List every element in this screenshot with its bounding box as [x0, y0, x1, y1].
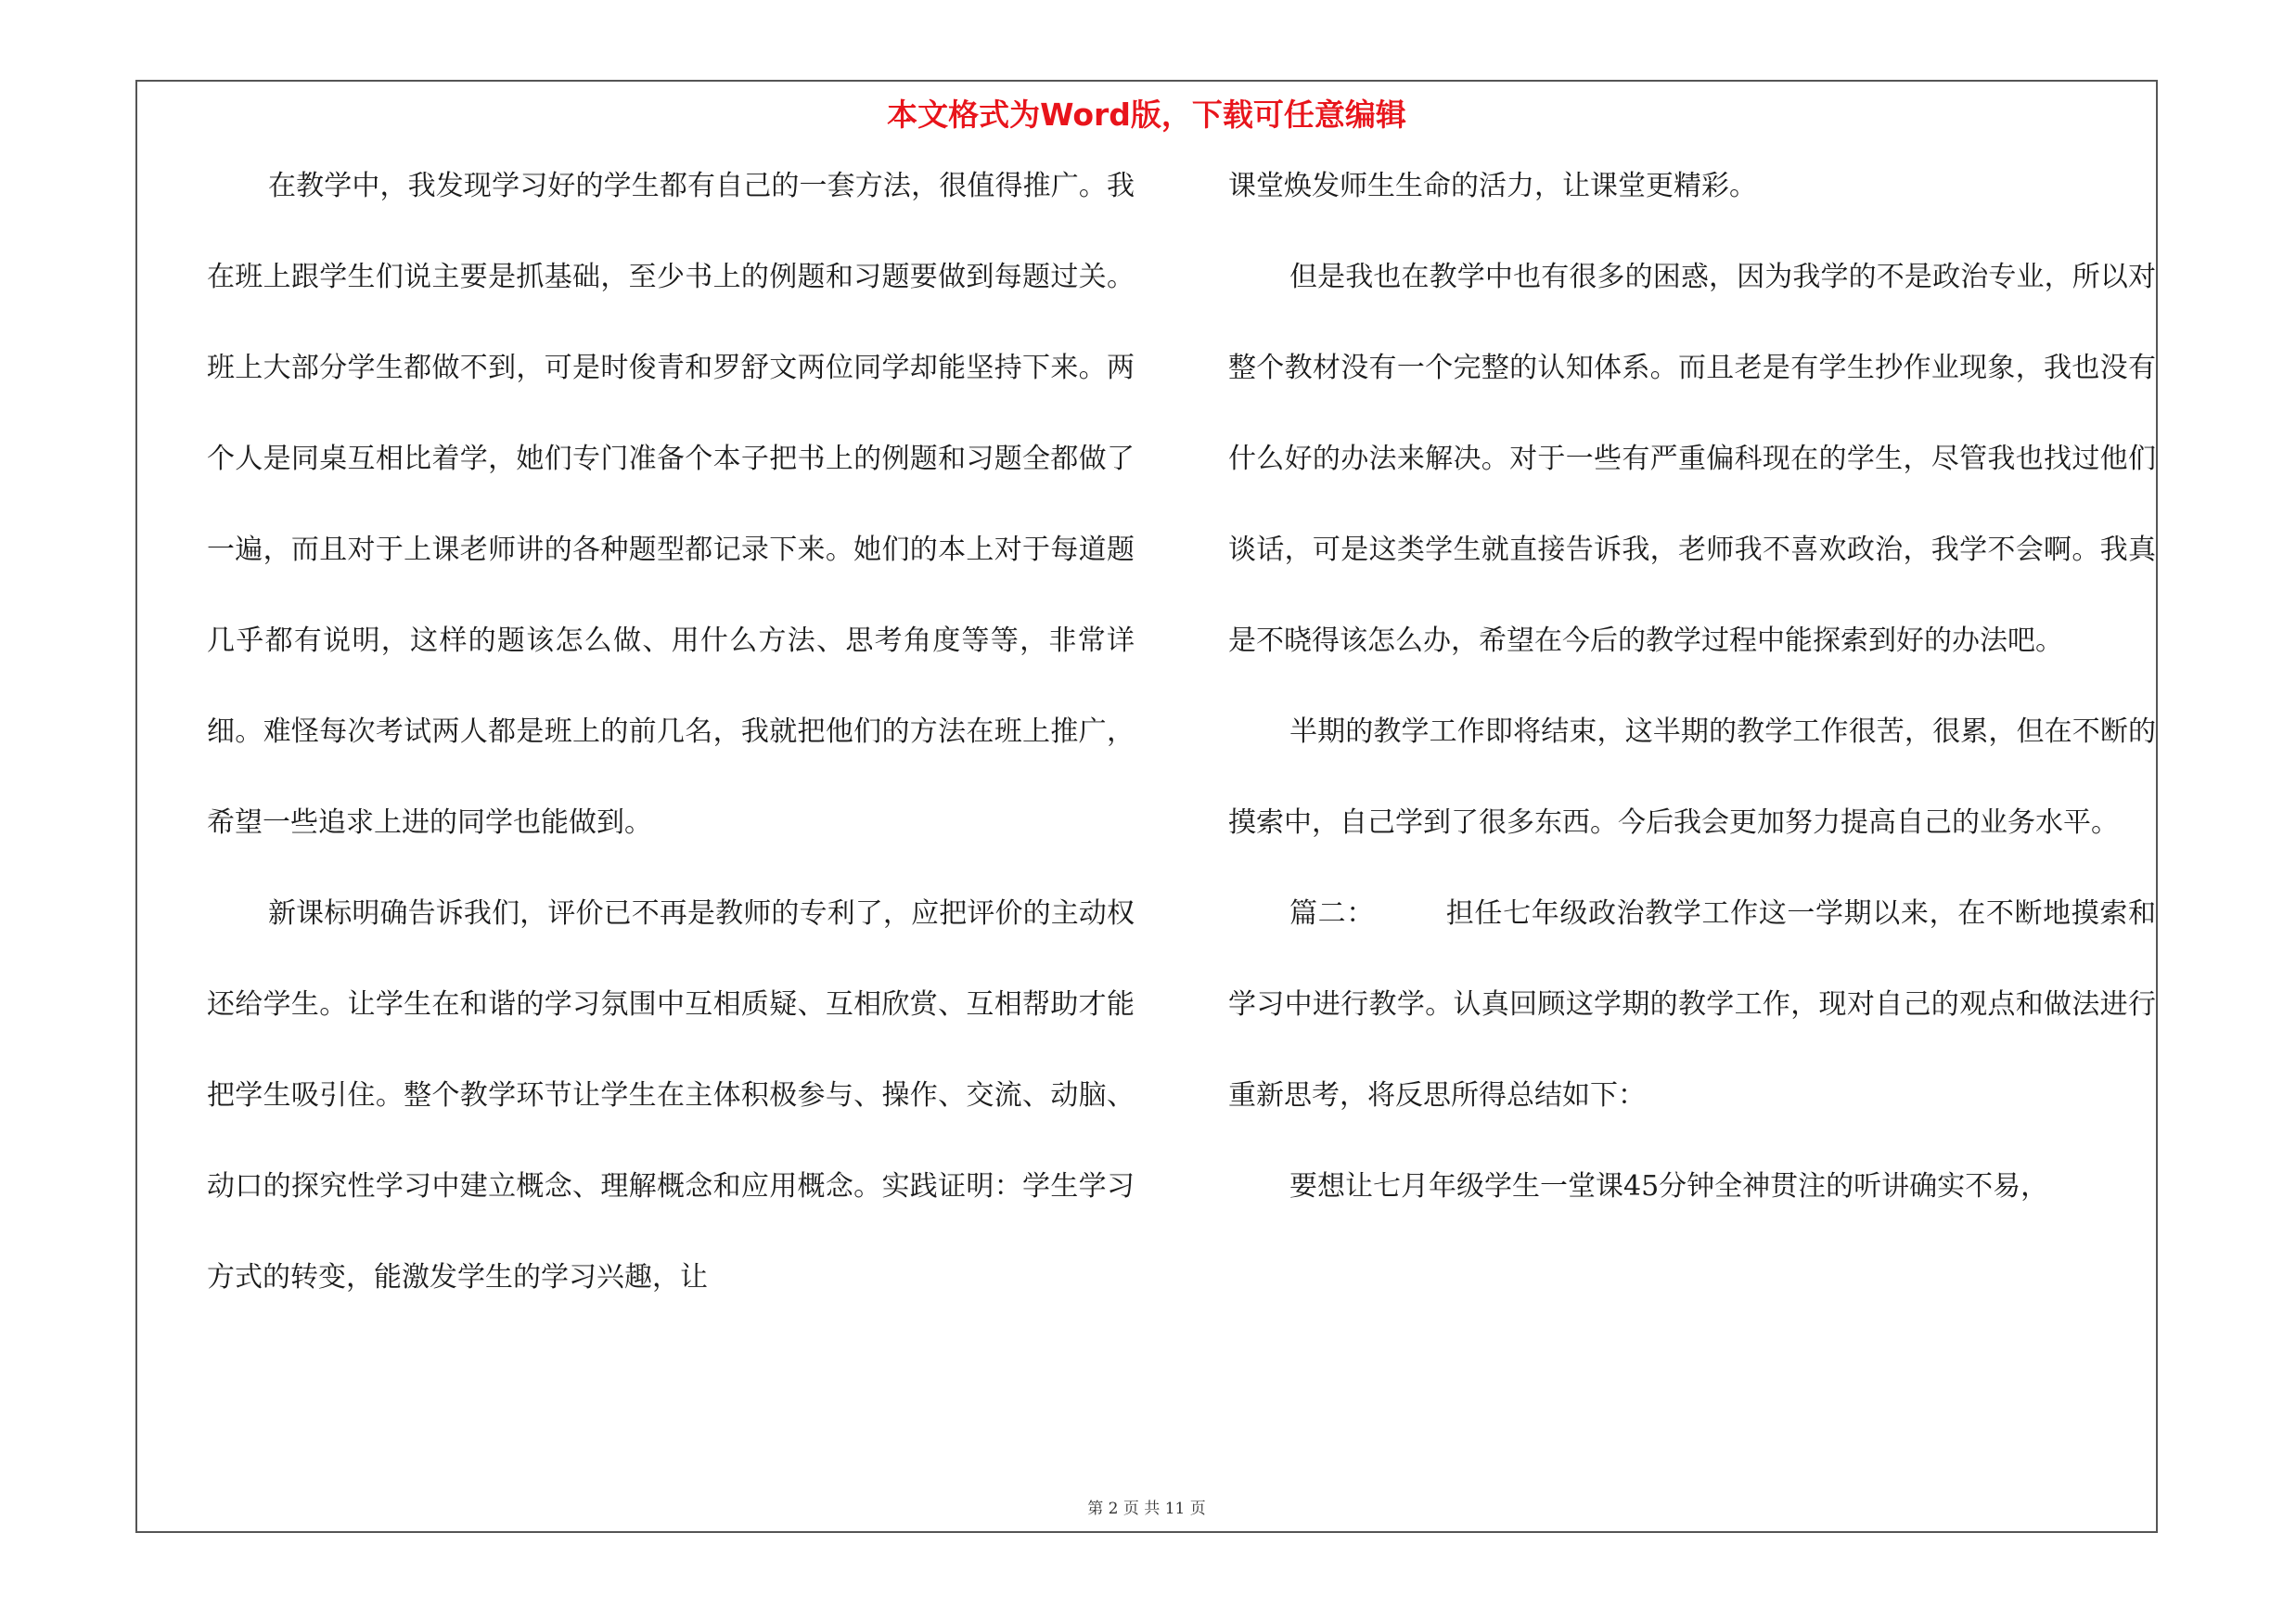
body-paragraph: 在教学中，我发现学习好的学生都有自己的一套方法，很值得推广。我在班上跟学生们说主要是抓基础，至少书上的例题和习题要做到每题过关。班上大部分学生都做不到，可是时俊青和罗舒文两位同学却能坚持下来。两个人是同桌互相比着学，她们专门准备个本子把书上的例题和习题全都做了一遍，而且对于上课老师讲的各种题型都记录下来。她们的本上对于每道题几乎都有说明，这样的题该怎么做、用什么方法、思考角度等等，非常详细。难怪每次考试两人都是班上的前几名，我就把他们的方法在班上推广，希望一些追求上进的同学也能做到。	[207, 170, 1135, 839]
body-paragraph: 但是我也在教学中也有很多的困惑，因为我学的不是政治专业，所以对整个教材没有一个完整的认知体系。而且老是有学生抄作业现象，我也没有什么好的办法来解决。对于一些有严重偏科现在的学生，尽管我也找过他们谈话，可是这类学生就直接告诉我，老师我不喜欢政治，我学不会啊。我真是不晓得该怎么办，希望在今后的教学过程中能探索到好的办法吧。	[1228, 261, 2156, 657]
body-paragraph: 要想让七月年级学生一堂课45分钟全神贯注的听讲确实不易，	[1289, 1170, 2049, 1203]
body-paragraph: 新课标明确告诉我们，评价已不再是教师的专利了，应把评价的主动权还给学生。让学生在和谐的学习氛围中互相质疑、互相欣赏、互相帮助才能把学生吸引住。整个教学环节让学生在主体积极参与、操作、交流、动脑、动口的探究性学习中建立概念、理解概念和应用概念。实践证明：学生学习方式的转变，能激发学生的学习兴趣，让	[207, 897, 1135, 1294]
body-paragraph-continued: 课堂焕发师生生命的活力，让课堂更精彩。	[1228, 170, 1757, 202]
page-frame	[135, 80, 2158, 1533]
document-header-notice: 本文格式为Word版，下载可任意编辑	[887, 97, 1406, 133]
left-text-column	[207, 141, 1135, 1323]
page-number-footer: 第 2 页 共 11 页	[1087, 1500, 1206, 1518]
right-text-column	[1228, 141, 2156, 1232]
body-paragraph: 篇二： 担任七年级政治教学工作这一学期以来，在不断地摸索和学习中进行教学。认真回顾这学期的教学工作，现对自己的观点和做法进行重新思考，将反思所得总结如下：	[1228, 897, 2156, 1112]
body-paragraph: 半期的教学工作即将结束，这半期的教学工作很苦，很累，但在不断的摸索中，自己学到了很多东西。今后我会更加努力提高自己的业务水平。	[1228, 715, 2156, 839]
